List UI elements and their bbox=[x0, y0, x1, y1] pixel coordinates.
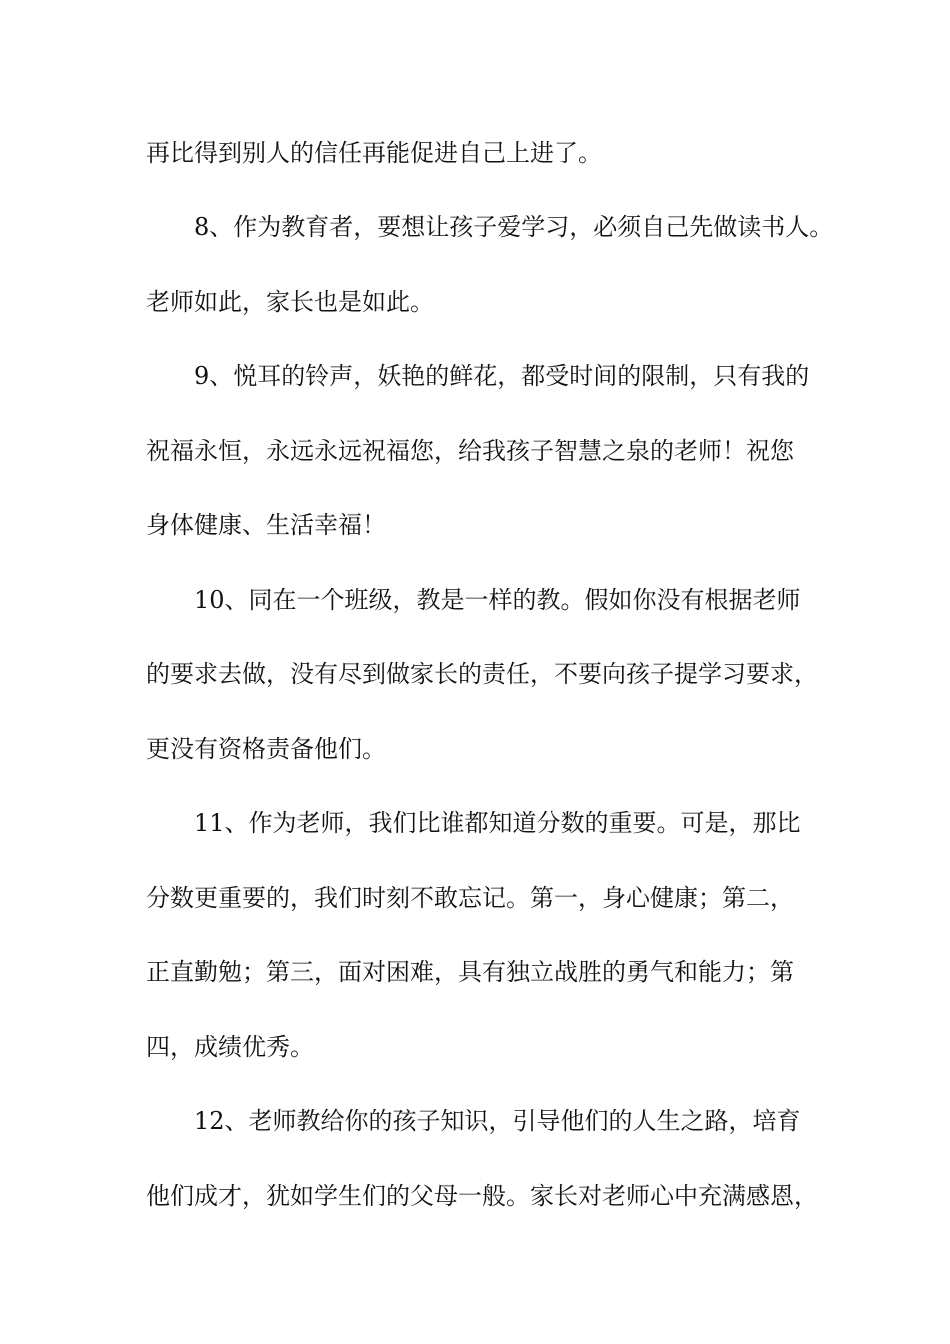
text-line: 正直勤勉；第三，面对困难，具有独立战胜的勇气和能力；第 bbox=[146, 958, 794, 986]
text-line: 的要求去做，没有尽到做家长的责任，不要向孩子提学习要求， bbox=[146, 660, 818, 688]
paragraph-11-line-1: 11、作为老师，我们比谁都知道分数的重要。可是，那比 bbox=[194, 809, 801, 837]
text-line: 他们成才，犹如学生们的父母一般。家长对老师心中充满感恩， bbox=[146, 1182, 818, 1210]
paragraph-10-line-1: 10、同在一个班级，教是一样的教。假如你没有根据老师 bbox=[194, 586, 801, 614]
paragraph-8-line-1: 8、作为教育者，要想让孩子爱学习，必须自己先做读书人。 bbox=[194, 213, 834, 241]
paragraph-12-line-1: 12、老师教给你的孩子知识，引导他们的人生之路，培育 bbox=[194, 1107, 801, 1135]
text-line: 老师如此，家长也是如此。 bbox=[146, 288, 434, 316]
text-line: 四，成绩优秀。 bbox=[146, 1033, 314, 1061]
paragraph-9-line-1: 9、悦耳的铃声，妖艳的鲜花，都受时间的限制，只有我的 bbox=[194, 362, 810, 390]
text-line: 身体健康、生活幸福！ bbox=[146, 511, 386, 539]
text-line: 分数更重要的，我们时刻不敢忘记。第一，身心健康；第二， bbox=[146, 884, 794, 912]
text-line: 更没有资格责备他们。 bbox=[146, 735, 386, 763]
text-line: 再比得到别人的信任再能促进自己上进了。 bbox=[146, 139, 602, 167]
text-line: 祝福永恒，永远永远祝福您，给我孩子智慧之泉的老师！祝您 bbox=[146, 437, 794, 465]
